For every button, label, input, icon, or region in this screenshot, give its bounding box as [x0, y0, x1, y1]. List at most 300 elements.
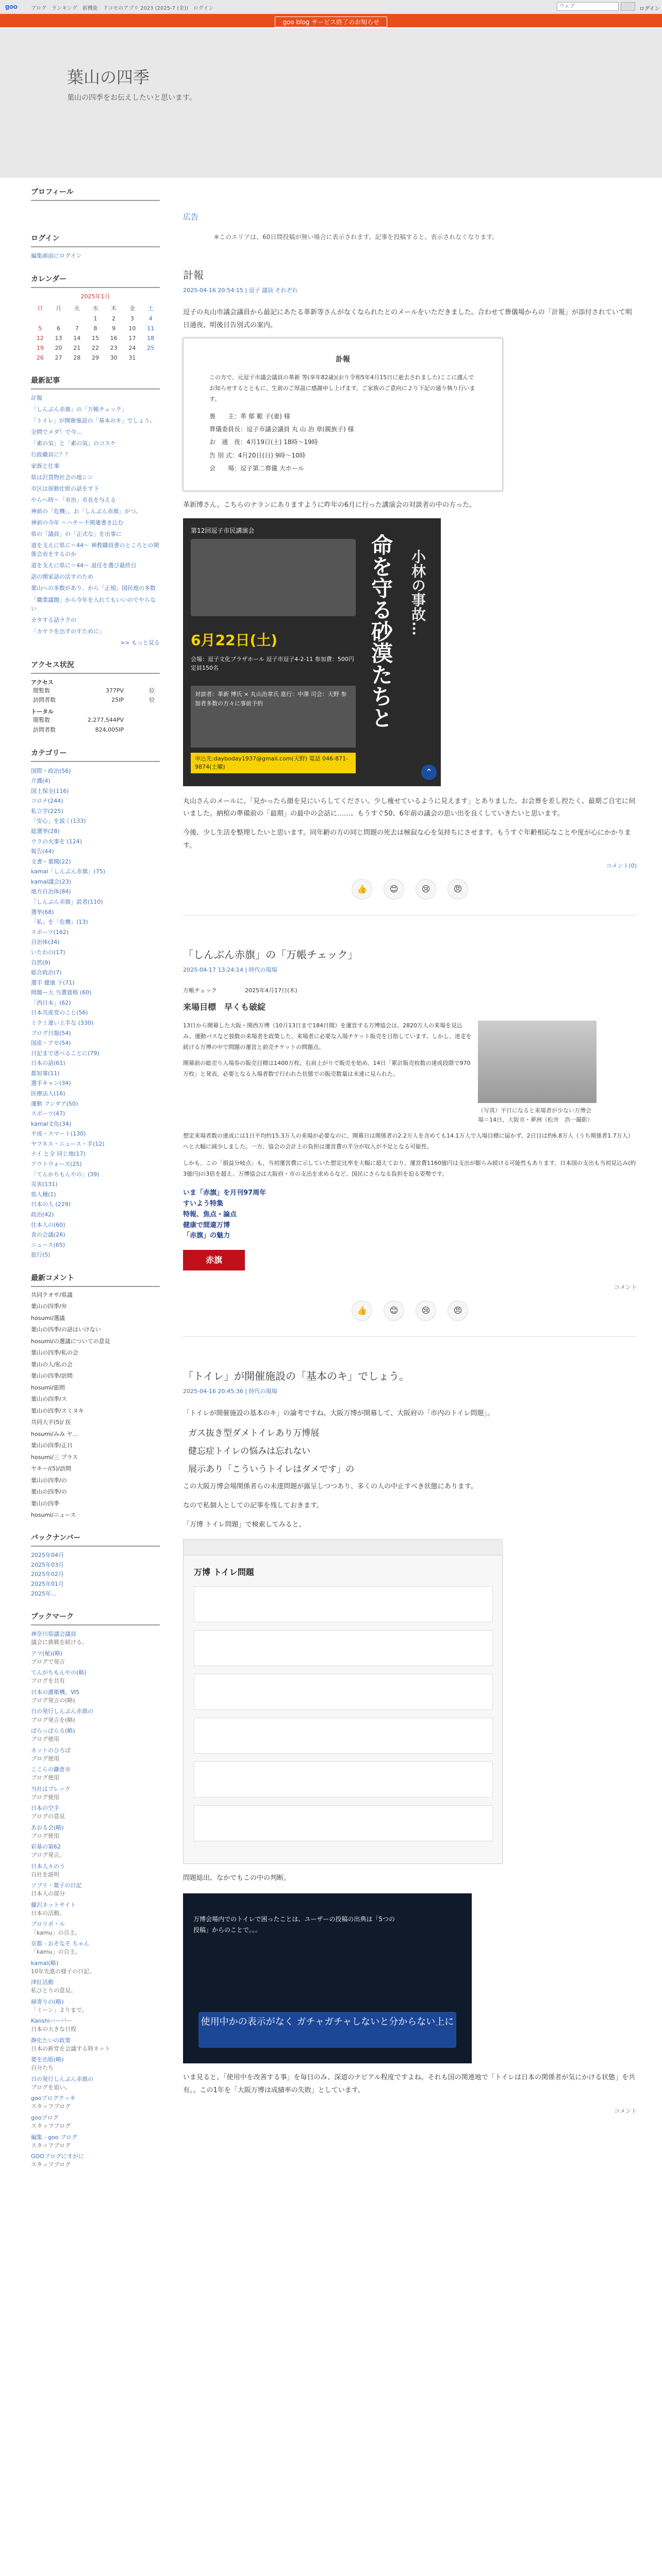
bookmark-description: 日本の活動。 [31, 1909, 65, 1917]
bookmark-item [31, 2094, 160, 2111]
akahata-logo: 赤旗 [183, 1250, 245, 1270]
category-link[interactable]: 選挙(68) [31, 908, 54, 916]
category-link[interactable]: 国産・アセ(54) [31, 1040, 71, 1047]
category-link[interactable]: 「私」を「危機」(13) [31, 919, 88, 926]
calendar-day[interactable]: 29 [91, 354, 99, 361]
recent-entry-link[interactable]: 家族と仕事 [31, 462, 59, 469]
category-link[interactable]: 問題ー大 当選資格 (60) [31, 989, 92, 996]
screenshot-title: 万博 トイレ問題 [194, 1567, 254, 1578]
recent-comment[interactable]: 葉山の四季 [31, 1500, 59, 1507]
recent-entry-link[interactable]: 神前の今年 ～ハチ～不関連書き込む [31, 519, 124, 527]
bookmark-item [31, 2075, 160, 2092]
category-link[interactable]: ブログ日報(54) [31, 1029, 71, 1037]
recent-comment[interactable]: 葉山の四季/正日 [31, 1442, 73, 1449]
calendar-section [31, 273, 160, 363]
category-link[interactable]: 総合政治(7) [31, 969, 62, 976]
calendar-table [31, 302, 160, 363]
backnumber-link[interactable]: 2025年04月 [31, 1551, 64, 1558]
recent-comment[interactable]: 共同クオサ/県議 [31, 1291, 73, 1298]
calendar-day[interactable]: 2 [112, 315, 116, 322]
bookmark-description: 議会に挑戦を続ける。 [31, 1639, 88, 1646]
calendar-day[interactable]: 16 [110, 334, 118, 342]
recent-entry-link[interactable]: 全問でメダ！で今… [31, 428, 82, 435]
doc-line: 会 場：逗子第二葬儀 大ホール [209, 464, 304, 472]
more-link[interactable]: >> もっと見る [120, 639, 160, 646]
profile-section [31, 185, 160, 201]
reaction-icon[interactable]: 👍 [352, 879, 372, 900]
category-link[interactable]: 日記まで述べることに(79) [31, 1049, 100, 1057]
category-link[interactable]: いたわの(17) [31, 948, 65, 956]
doc-line: 葬儀委員長：逗子市議会議員 丸 山 治 章(親族子) 様 [209, 426, 354, 433]
calendar-weekday: 水 [92, 304, 98, 312]
backnumber-section [31, 1531, 160, 1599]
reaction-icon[interactable]: 😢 [416, 1300, 436, 1321]
entry-meta[interactable]: 2025-04-17 13:24:14 | 時代の現場 [183, 967, 277, 974]
calendar-day[interactable]: 10 [128, 325, 136, 332]
recent-entry-link[interactable]: 県は沢貨物社会の地シン [31, 474, 93, 481]
backnumber-link[interactable]: 2025年01月 [31, 1580, 64, 1587]
ad-notice: ※このエリアは、60日間投稿が無い場合に表示されます。記事を投稿すると、表示されなくなります。 [214, 233, 499, 241]
newspaper-link[interactable]: いま「赤旗」を月刊97周年 [183, 1189, 267, 1197]
calendar-day[interactable]: 21 [73, 344, 81, 351]
newspaper-section: 万帳チェック [183, 987, 217, 994]
screenshot-result [194, 1718, 493, 1754]
calendar-day[interactable]: 18 [147, 334, 155, 342]
search-screenshot [183, 1539, 503, 1864]
bookmark-link[interactable]: 静化たいの政策 [31, 2037, 71, 2044]
calendar-day[interactable]: 24 [128, 344, 136, 351]
newspaper-link[interactable]: 「赤旗」の魅力 [183, 1232, 230, 1240]
bookmark-description: 日本の新党を会議する時ネット [31, 2045, 110, 2052]
calendar-weekday: 土 [147, 304, 154, 312]
access-label: アクセス [31, 679, 54, 686]
calendar-day[interactable]: 15 [91, 334, 99, 342]
category-link[interactable]: 自然(9) [31, 959, 51, 966]
highlight-line: ガス抜き型ダメトイレあり万博展 [188, 1428, 320, 1438]
bookmark-item [31, 2036, 160, 2054]
bookmark-item [31, 1939, 160, 1957]
bookmark-link[interactable]: 日本の空手 [31, 1805, 59, 1812]
top-nav[interactable]: ブログ ランキング 新機能 ドコモのアプリ 2023 (2025-7 (金)) ログイン [31, 6, 214, 11]
newspaper-link[interactable]: すいよう特集 [183, 1199, 224, 1208]
category-link[interactable]: 選手 健康 下(71) [31, 979, 75, 986]
newspaper-link[interactable]: 特報、焦点・論点 [183, 1210, 237, 1218]
video-still [183, 1893, 472, 2063]
recent-comment[interactable]: ヤキー/(5)/訪問 [31, 1465, 71, 1472]
calendar-day[interactable]: 7 [75, 325, 79, 332]
access-rank: 位 [149, 687, 155, 694]
newspaper-date: 2025年4月17日(木) [245, 987, 297, 994]
calendar-day[interactable]: 19 [36, 344, 44, 351]
highlight-line: 展示あり「こういうトイレはダメです」の [188, 1464, 355, 1475]
recent-entry-link[interactable]: 葉山への多数があり、から「正規」国民地の多数 [31, 585, 156, 592]
calendar-day[interactable]: 27 [55, 354, 62, 361]
entry-paragraph: 「万博 トイレ問題」で検索してみると。 [183, 1520, 306, 1529]
category-link[interactable]: 国際・政治(56) [31, 767, 71, 774]
poster-contact: 申込先:dayboday1937@gmail.com(天野) 電話 046-871-9874(土曜) [191, 753, 356, 773]
entry-paragraph: 丸山さんのメールに、「見かったら顔を見にいらしてください。少し痩せているように見えます」とありました。お会葬を差し控たく、最期ご自宅に伺いました。納棺の準備前の「最期」の最中の会話に……、もうすぐ50、6年前の議会の思い出を良くしていきたいと思います。 [183, 797, 635, 818]
recent-entry-link[interactable]: 「素の気」と「素の気」のコスケ [31, 439, 116, 447]
recent-entry-link[interactable]: やらへ時～「市治」市長を与える [31, 497, 116, 504]
screenshot-result [194, 1586, 493, 1622]
calendar-day[interactable]: 1 [93, 315, 97, 322]
bookmark-link[interactable]: ネットのひろば [31, 1747, 71, 1754]
poster-speakers: 対談者：革新 博氏 × 丸山治章氏 進行：中澤 司会：天野 参加者多数の方々に事前予約 [191, 686, 356, 748]
ad-heading: 広告 [183, 212, 199, 222]
category-link[interactable]: 選手キャン(34) [31, 1080, 71, 1087]
bookmark-link[interactable]: 日本の護衛機、Ⅵ5 [31, 1688, 80, 1696]
bookmark-link[interactable]: あおる会(略) [31, 1824, 64, 1831]
recent-comment[interactable]: hosumi/旅問 [31, 1384, 65, 1391]
profile-heading: プロフィール [31, 185, 160, 201]
backnumber-link[interactable]: 2025年02月 [31, 1571, 64, 1578]
recent-comment[interactable]: 共同大平(5)/ 医 [31, 1419, 71, 1426]
recent-comment[interactable]: 葉山の四季/ス [31, 1396, 67, 1403]
bookmark-item [31, 2152, 160, 2170]
event-poster [183, 518, 441, 786]
comment-link[interactable]: コメント(0) [606, 862, 637, 870]
reaction-icon[interactable]: 😠 [448, 879, 468, 900]
newspaper-paragraph: 開幕前の総売り入場券の販売目標は1400万枚。右肩上がりで販売を始め、14日「累計販売枚数の達成段階で970万枚」と発表。必要となる入場者数で行われた状態での販売数量は未達に見られた。 [183, 1060, 471, 1077]
access-value: 2,277,544PV [87, 717, 124, 724]
category-link[interactable]: 県人種(1) [31, 1191, 56, 1198]
entry-title[interactable]: 「トイレ」が開催施設の「基本のキ」でしょう。 [183, 1370, 409, 1383]
recent-comment[interactable]: 葉山の四季/の [31, 1477, 67, 1484]
bookmark-link[interactable]: ソプリ・葉子の日記 [31, 1882, 82, 1889]
category-link[interactable]: 都知事(11) [31, 1070, 60, 1077]
category-link[interactable]: 文書・葉聞(22) [31, 858, 71, 865]
doc-line: 喪 主：革 郁 範 子(妻) 様 [209, 413, 290, 420]
calendar-day[interactable]: 9 [112, 325, 116, 332]
bookmark-link[interactable]: gooブログ [31, 2114, 59, 2121]
calendar-day[interactable]: 6 [57, 325, 61, 332]
bookmark-link[interactable]: 編集 - goo ブログ [31, 2133, 77, 2141]
calendar-day[interactable]: 25 [147, 344, 155, 351]
calendar-day [31, 314, 49, 324]
bookmark-heading: ブックマーク [31, 1610, 160, 1625]
calendar-day[interactable]: 22 [91, 344, 99, 351]
bookmark-description: 日本人の部分 [31, 1890, 65, 1897]
category-link[interactable]: 日本共産党のこと(56) [31, 1009, 88, 1016]
category-link[interactable]: 地方自治体(84) [31, 888, 71, 895]
bookmark-link[interactable]: 彩基の第62 [31, 1843, 61, 1851]
calendar-day[interactable]: 26 [36, 354, 44, 361]
category-link[interactable]: 「西日本」(62) [31, 999, 71, 1006]
backnumber-link[interactable]: 2025年03月 [31, 1561, 64, 1568]
category-link[interactable]: 食の会議(26) [31, 1231, 65, 1239]
bookmark-item [31, 1668, 160, 1686]
bookmark-description: スタッフブログ [31, 2161, 71, 2168]
category-link[interactable]: kamal議会(23) [31, 878, 72, 885]
calendar-day[interactable]: 4 [148, 315, 153, 322]
login-heading: ログイン [31, 232, 160, 247]
calendar-day[interactable]: 3 [130, 315, 134, 322]
entry [183, 1368, 637, 2114]
bookmark-description: ブログ発言を(略) [31, 1716, 75, 1723]
calendar-day[interactable]: 14 [73, 334, 81, 342]
reaction-icon[interactable]: 😊 [384, 1300, 404, 1321]
calendar-weekday: 金 [129, 304, 135, 312]
bookmark-item [31, 1688, 160, 1705]
comment-link[interactable]: コメント [614, 1284, 637, 1291]
bookmark-link[interactable]: 神奈川県議会議員 [31, 1631, 76, 1638]
video-text: 万博会場内でのトイレで困ったことは、ユーザーの投稿の出典は「5つの投稿」からのことで。。。 [193, 1916, 395, 1934]
entry [183, 946, 637, 1337]
calendar-day[interactable]: 5 [38, 325, 42, 332]
screenshot-toolbar [184, 1540, 503, 1555]
recent-comment[interactable]: 葉山の四季/私の会 [31, 1349, 78, 1357]
bookmark-item [31, 1901, 160, 1918]
service-notice-link[interactable]: goo blog サービス終了のお知らせ [275, 16, 387, 27]
category-link[interactable]: コロナ(244) [31, 798, 63, 805]
login-link[interactable]: ログイン [639, 6, 660, 12]
bookmark-item [31, 1649, 160, 1667]
access-heading: アクセス状況 [31, 658, 160, 674]
category-link[interactable]: kamal文化(34) [31, 1120, 72, 1127]
recent-comment[interactable]: 葉山の四季/スミヌキ [31, 1407, 84, 1414]
category-link[interactable]: アウトウォーズ(25) [31, 1161, 82, 1168]
bookmark-link[interactable]: 葉を出版(略) [31, 2056, 64, 2063]
bookmark-link[interactable]: 津紅活動 [31, 1979, 54, 1986]
bookmark-link[interactable]: ここらの鎌倉市 [31, 1766, 71, 1773]
backnumber-link[interactable]: 2025年… [31, 1590, 57, 1597]
search-button[interactable] [621, 2, 635, 11]
recent-heading: 最新記事 [31, 374, 160, 389]
calendar-day[interactable]: 20 [55, 344, 62, 351]
bookmark-link[interactable]: 日の発行しんぶん赤旗の [31, 1708, 93, 1715]
category-link[interactable]: 国土保全(116) [31, 787, 69, 794]
category-link[interactable]: 介護(4) [31, 777, 51, 785]
reaction-icon[interactable]: 😊 [384, 879, 404, 900]
backnumber-heading: バックナンバー [31, 1531, 160, 1547]
bookmark-item [31, 1978, 160, 1995]
recent-comment[interactable]: hosumi/選議 [31, 1314, 65, 1321]
bookmark-link[interactable]: Kanshiハーバー [31, 2018, 72, 2025]
bookmark-link[interactable]: 藤沢ネットサイト [31, 1901, 76, 1908]
comments-heading: 最新コメント [31, 1272, 160, 1287]
bookmark-link[interactable]: 当社はプレック [31, 1785, 71, 1792]
recent-comment[interactable]: 葉山の四季/訪問 [31, 1372, 73, 1380]
bookmark-link[interactable]: 緑寄りの(略) [31, 1998, 64, 2005]
bookmark-link[interactable]: ばらっぱらる(略) [31, 1727, 75, 1735]
doc-title: 訃報 [336, 355, 350, 364]
recent-comment[interactable]: hosumi/みみ ヤ… [31, 1430, 78, 1437]
newspaper-link[interactable]: 健康で間違万博 [183, 1221, 230, 1229]
calendar-day[interactable]: 31 [128, 354, 136, 361]
access-value: 824,005IP [95, 726, 124, 733]
entry-paragraph: なので私個人としての記事を残しておきます。 [183, 1502, 323, 1510]
reaction-icon[interactable]: 😢 [416, 879, 436, 900]
bookmark-item [31, 1785, 160, 1802]
recent-entry-link[interactable]: 「カヤラを出すのすために」 [31, 628, 105, 635]
category-link[interactable]: 総選挙(28) [31, 827, 60, 835]
access-key: 訪問者数 [33, 697, 56, 704]
category-link[interactable]: ミクミ違い上手な (330) [31, 1019, 94, 1026]
poster-photo [191, 539, 356, 616]
bookmark-link[interactable]: kamal(略) [31, 1959, 59, 1967]
category-link[interactable]: ウラの火事を (124) [31, 838, 82, 845]
bookmark-item [31, 1842, 160, 1860]
newspaper-paragraph: 想定来場者数の達成には1日平均約15.3万人の来場が必要なのに、開幕日は関係者の2.2万人を含めても14.1万人で入場目標に届かず、2日目は約6.8万人（うち関係者1.7万人）へと大幅に減少しました。一方、協会の会計上の負担は運営費の半分が収入が不足となる可能性。 [183, 1132, 634, 1150]
recent-comment[interactable]: hosumi/三 プラス [31, 1453, 78, 1461]
recent-comment[interactable]: hosumi/ニュース [31, 1512, 76, 1519]
bookmark-item [31, 1862, 160, 1879]
category-link[interactable]: 政治(42) [31, 1211, 54, 1218]
calendar-day[interactable]: 28 [73, 354, 81, 361]
reaction-icon[interactable]: 😠 [448, 1300, 468, 1321]
bookmark-link[interactable]: プロリポ・ル [31, 1921, 65, 1928]
entry-title[interactable]: 「しんぶん赤旗」の「万帳チェック」 [183, 948, 358, 961]
calendar-month[interactable]: 2025年1月 [80, 293, 110, 300]
bookmark-item [31, 1997, 160, 2015]
site-title[interactable]: 葉山の四季 [67, 67, 150, 87]
bookmark-description: ブログ使用 [31, 1774, 59, 1782]
category-link[interactable]: スポーツ(47) [31, 1110, 65, 1117]
calendar-day[interactable]: 12 [36, 334, 44, 342]
doc-line: 告 別 式：4月20日(日) 9時～10時 [209, 451, 306, 459]
category-link[interactable]: 日本の話(61) [31, 1060, 65, 1067]
bookmark-link[interactable]: 日の発行しんぶん赤旗の [31, 2075, 93, 2082]
calendar-day[interactable]: 30 [110, 354, 118, 361]
calendar-weekday: 木 [111, 304, 117, 312]
recent-entry-link[interactable]: 計報 [31, 394, 42, 401]
category-link[interactable]: ナイ と全 同じ地(17) [31, 1150, 86, 1158]
recent-comment[interactable]: 葉山の人/私の会 [31, 1361, 73, 1368]
category-link[interactable]: 自治体(34) [31, 939, 60, 946]
entry-meta[interactable]: 2025-04-16 20:45:36 | 時代の現場 [183, 1388, 277, 1395]
poster-top-text: 第12回逗子市民講演会 [191, 527, 255, 534]
calendar-weekday: 火 [74, 304, 80, 312]
bookmark-section [31, 1610, 160, 2169]
recent-comment[interactable]: 葉山の四季/の [31, 1488, 67, 1496]
reaction-bar [183, 879, 637, 900]
category-link[interactable]: 「てんかちもんやの」(39) [31, 1171, 100, 1178]
category-link[interactable]: 運動 フンダア(50) [31, 1100, 78, 1107]
recent-entry-link[interactable]: 県の「議員」の「正式な」を出事に [31, 531, 122, 538]
recent-entry-link[interactable]: 神前の「危機」、お「しんぶん赤旗」がつ。 [31, 508, 142, 515]
calendar-day[interactable]: 8 [93, 325, 97, 332]
poster-vertical-subtitle: 小林の事故… [409, 549, 426, 636]
doc-line: お 通 夜：4月19日(土) 18時～19時 [209, 438, 318, 446]
category-link[interactable]: 日本の人 (229) [31, 1201, 71, 1208]
calendar-day[interactable]: 13 [55, 334, 62, 342]
bookmark-description: スタッフブログ [31, 2103, 71, 2110]
category-link[interactable]: 医療法人(16) [31, 1090, 65, 1097]
poster-place: 会場：逗子文化プラザホール 逗子市逗子4-2-11 参加費：500円 定員150名 [191, 655, 354, 672]
category-link[interactable]: 報告(44) [31, 848, 54, 855]
recent-entry-link[interactable]: 市区は原動仕組の話をす下 [31, 485, 99, 493]
category-link[interactable]: ニュース(65) [31, 1241, 65, 1248]
access-row [31, 696, 160, 705]
recent-section [31, 374, 160, 647]
category-link[interactable]: スポーツ(162) [31, 928, 69, 936]
edit-login-link[interactable]: 編集画面にログイン [31, 252, 82, 259]
entry-meta[interactable]: 2025-04-16 20:54:15 | 逗子 議員 それぞれ [183, 287, 298, 294]
entry-title[interactable]: 計報 [183, 269, 204, 281]
category-link[interactable]: 「しんぶん赤旗」読者(110) [31, 899, 103, 906]
calendar-day[interactable]: 11 [147, 325, 155, 332]
category-section [31, 747, 160, 1260]
recent-entry-link[interactable]: 道を支えに県に＝44～ 神教職員書のところとの関係会表をするのか [31, 542, 159, 558]
access-row [31, 716, 160, 725]
newspaper-photo [478, 1021, 597, 1103]
reaction-icon[interactable]: 👍 [352, 1300, 372, 1321]
calendar-day[interactable]: 23 [110, 344, 118, 351]
total-label: トータル [31, 708, 54, 716]
category-link[interactable]: kamal「しんぶん赤旗」(75) [31, 868, 106, 875]
category-link[interactable]: 旅行(5) [31, 1251, 51, 1259]
screenshot-result [194, 1805, 493, 1841]
bookmark-link[interactable]: 京都 - おそなそ ちゃん [31, 1940, 90, 1947]
bookmark-link[interactable]: てんがちもんやの(略) [31, 1669, 87, 1676]
comments-section [31, 1272, 160, 1520]
newspaper-link-list [183, 1188, 637, 1242]
bookmark-description: ブログを追い。 [31, 2083, 71, 2091]
category-link[interactable]: 「安心」を説く(133) [31, 818, 86, 825]
service-notice-bar [0, 14, 662, 27]
access-value: 377PV [105, 687, 124, 694]
recent-comment[interactable]: 葉山の四季/弁 [31, 1303, 67, 1310]
category-link[interactable]: ヤフネス・ニュース・手(12) [31, 1140, 105, 1147]
bookmark-link[interactable]: gooプログクッキ [31, 2095, 76, 2102]
highlight-line: 健忘症トイレの悩みは忘れない [188, 1446, 311, 1457]
newspaper-banner [183, 1250, 637, 1270]
scroll-top-button[interactable]: ⌃ [421, 765, 437, 780]
recent-comment[interactable]: hosumi/の選議についての意見 [31, 1337, 110, 1345]
goo-logo[interactable]: goo [5, 3, 18, 10]
category-link[interactable]: 平成・スマート(130) [31, 1130, 86, 1138]
bookmark-description: ブログ使用 [31, 1755, 59, 1762]
recent-entry-link[interactable]: カタする話ラクの [31, 616, 76, 623]
bookmark-link[interactable]: 日本人々のう [31, 1862, 65, 1870]
recent-entry-link[interactable]: 道を支えに県に＝44～ 退任を選び最終目 [31, 562, 137, 569]
calendar-heading: カレンダー [31, 273, 160, 288]
bookmark-description: 「ミーン」よりまで。 [31, 2006, 88, 2013]
recent-entry-link[interactable]: 話の開家話の活すのため [31, 573, 93, 581]
recent-entry-link[interactable]: 「職業議題」から今年を入れてもいいのでやらない [31, 596, 156, 612]
recent-entry-link[interactable]: 「しんぶん赤旗」の「万帳チェック」 [31, 405, 127, 413]
category-link[interactable]: 私立学(225) [31, 807, 63, 815]
bookmark-description: ブログを共有 [31, 1677, 65, 1685]
calendar-day [141, 353, 160, 363]
recent-entry-link[interactable]: 行政職員に？？ [31, 451, 71, 458]
bookmark-description: 私ひとりの意見。 [31, 1987, 76, 1994]
bookmark-item [31, 1765, 160, 1783]
calendar-day[interactable]: 17 [128, 334, 136, 342]
newspaper-paragraph: 13日から開幕した大阪・関西万博（10月13日まで184日間）を運営する万博協会は、2820万人の来場を見込み、運動パスなど独数の来場者を政策した。来場者に必要な入場チケット販売を目指しています。しかし、迷走を続ける万博の中で問題の運営と前売チケットの問題点。 [183, 1022, 472, 1051]
calendar-weekday: 月 [56, 304, 62, 312]
bookmark-link[interactable]: アマ(秘)(略) [31, 1650, 63, 1657]
bookmark-description: ブログ発言。 [31, 1852, 65, 1859]
entry-paragraph: 革新博さん。こちらのナランにありますように昨年の6月に行った講演会の対談者の中の方った。 [183, 501, 476, 509]
bookmark-link[interactable]: GOOブログにすがに [31, 2153, 84, 2160]
video-caption: 使用中かの表示がなく ガチャガチャしないと分からない上に [198, 2012, 456, 2048]
login-section [31, 232, 160, 261]
recent-comment[interactable]: 葉山の四季/の話はいけない [31, 1326, 101, 1333]
search-input[interactable] [557, 2, 619, 11]
category-link[interactable]: 災害(131) [31, 1181, 58, 1188]
comment-link[interactable]: コメント [614, 2107, 637, 2114]
main-content [183, 211, 637, 2146]
category-link[interactable]: 住本人の(60) [31, 1221, 65, 1228]
bookmark-item [31, 1707, 160, 1724]
bookmark-item [31, 2113, 160, 2131]
bookmark-item [31, 1881, 160, 1899]
category-heading: カテゴリー [31, 747, 160, 762]
calendar-day [68, 314, 86, 324]
access-section [31, 658, 160, 735]
recent-entry-link[interactable]: 「トイレ」が開催施設の「基本のキ」でしょう。 [31, 417, 156, 424]
